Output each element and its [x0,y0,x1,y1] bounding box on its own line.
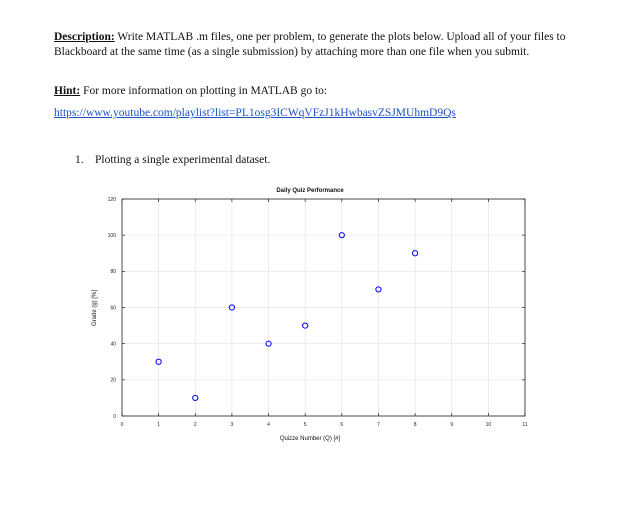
hint-text: For more information on plotting in MATLAB go to: [80,85,328,97]
grid-layer [122,199,525,416]
playlist-link[interactable]: https://www.youtube.com/playlist?list=PL1osg3ICWqVFzJ1kHwbasvZSJMUhmD9Qs [54,107,456,119]
y-tick-label: 80 [110,269,116,276]
y-tick-label: 0 [113,413,116,420]
x-tick-label: 4 [267,422,270,428]
problem-number: 1. [75,154,84,166]
x-tick-label: 11 [522,422,528,428]
x-tick-label: 5 [303,422,307,428]
x-tick-label: 6 [340,422,344,428]
x-tick-label: 1 [157,422,161,428]
x-tick-label: 3 [230,422,234,428]
y-tick-label: 100 [107,232,116,239]
y-tick-label: 120 [107,196,116,203]
description-label: Description: [54,31,115,43]
chart-title: Daily Quiz Performance [276,188,344,194]
x-tick-label: 10 [485,422,492,428]
description-text: Write MATLAB .m files, one per problem, to generate the plots below. Upload all of your files to Blackboard at the same time (as a single submission) by attaching more than one file when you submit. [54,31,566,58]
y-tick-label: 20 [110,377,116,384]
x-tick-label: 9 [450,422,454,428]
tick-layer [108,197,528,428]
x-tick-label: 8 [413,422,417,428]
x-axis-label: Quizze Number (Q) [#] [279,436,341,442]
hint-label: Hint: [54,85,81,97]
y-tick-label: 60 [110,305,116,312]
x-tick-label: 2 [193,422,197,428]
x-tick-label: 7 [377,422,380,428]
y-axis-label: Grade (g) [%] [92,289,98,327]
y-tick-label: 40 [110,341,116,348]
x-tick-label: 0 [120,422,124,428]
problem-title: Plotting a single experimental dataset. [95,154,271,166]
